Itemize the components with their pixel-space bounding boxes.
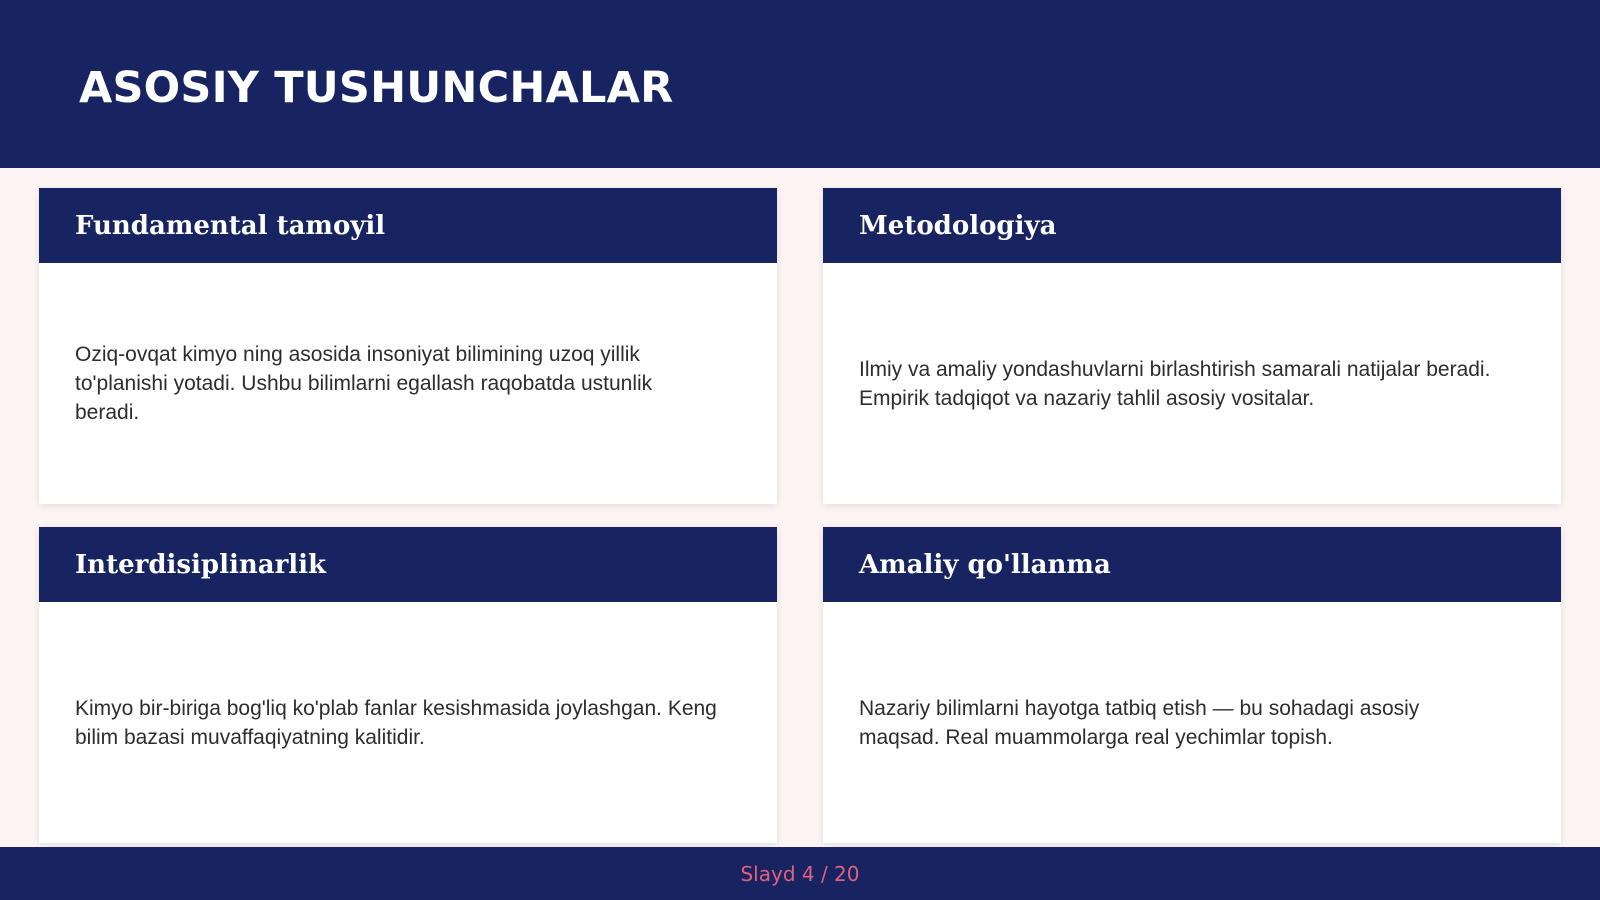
card-title: Interdisiplinarlik	[75, 549, 327, 580]
card-body	[39, 602, 777, 843]
concept-card-fundamental	[39, 188, 777, 504]
card-title: Metodologiya	[859, 210, 1057, 241]
card-header	[823, 188, 1561, 263]
slide-footer	[0, 847, 1600, 900]
card-body	[39, 263, 777, 504]
concept-card-methodology	[823, 188, 1561, 504]
slide-header	[0, 0, 1600, 168]
card-text: Oziq-ovqat kimyo ning asosida insoniyat bilimining uzoq yillik to'planishi yotadi. Ushbu bilimlarni egallash raqobatda ustunlik beradi.	[75, 343, 653, 424]
slide-title: ASOSIY TUSHUNCHALAR	[79, 63, 674, 113]
card-header	[823, 527, 1561, 602]
card-text: Nazariy bilimlarni hayotga tatbiq etish — bu sohadagi asosiy maqsad. Real muammolarga real yechimlar topish.	[859, 696, 1420, 749]
card-header	[39, 188, 777, 263]
concept-card-interdisciplinary	[39, 527, 777, 843]
card-text: Kimyo bir-biriga bog'liq ko'plab fanlar kesishmasida joylashgan. Keng bilim bazasi muvaffaqiyatning kalitidir.	[75, 696, 717, 749]
slide-counter: Slayd 4 / 20	[740, 861, 860, 886]
card-body	[823, 602, 1561, 843]
card-text: Ilmiy va amaliy yondashuvlarni birlashtirish samarali natijalar beradi. Empirik tadqiqot va nazariy tahlil asosiy vositalar.	[859, 357, 1491, 410]
concept-card-practical	[823, 527, 1561, 843]
card-header	[39, 527, 777, 602]
card-body	[823, 263, 1561, 504]
card-title: Fundamental tamoyil	[75, 210, 386, 241]
card-title: Amaliy qo'llanma	[859, 549, 1111, 580]
